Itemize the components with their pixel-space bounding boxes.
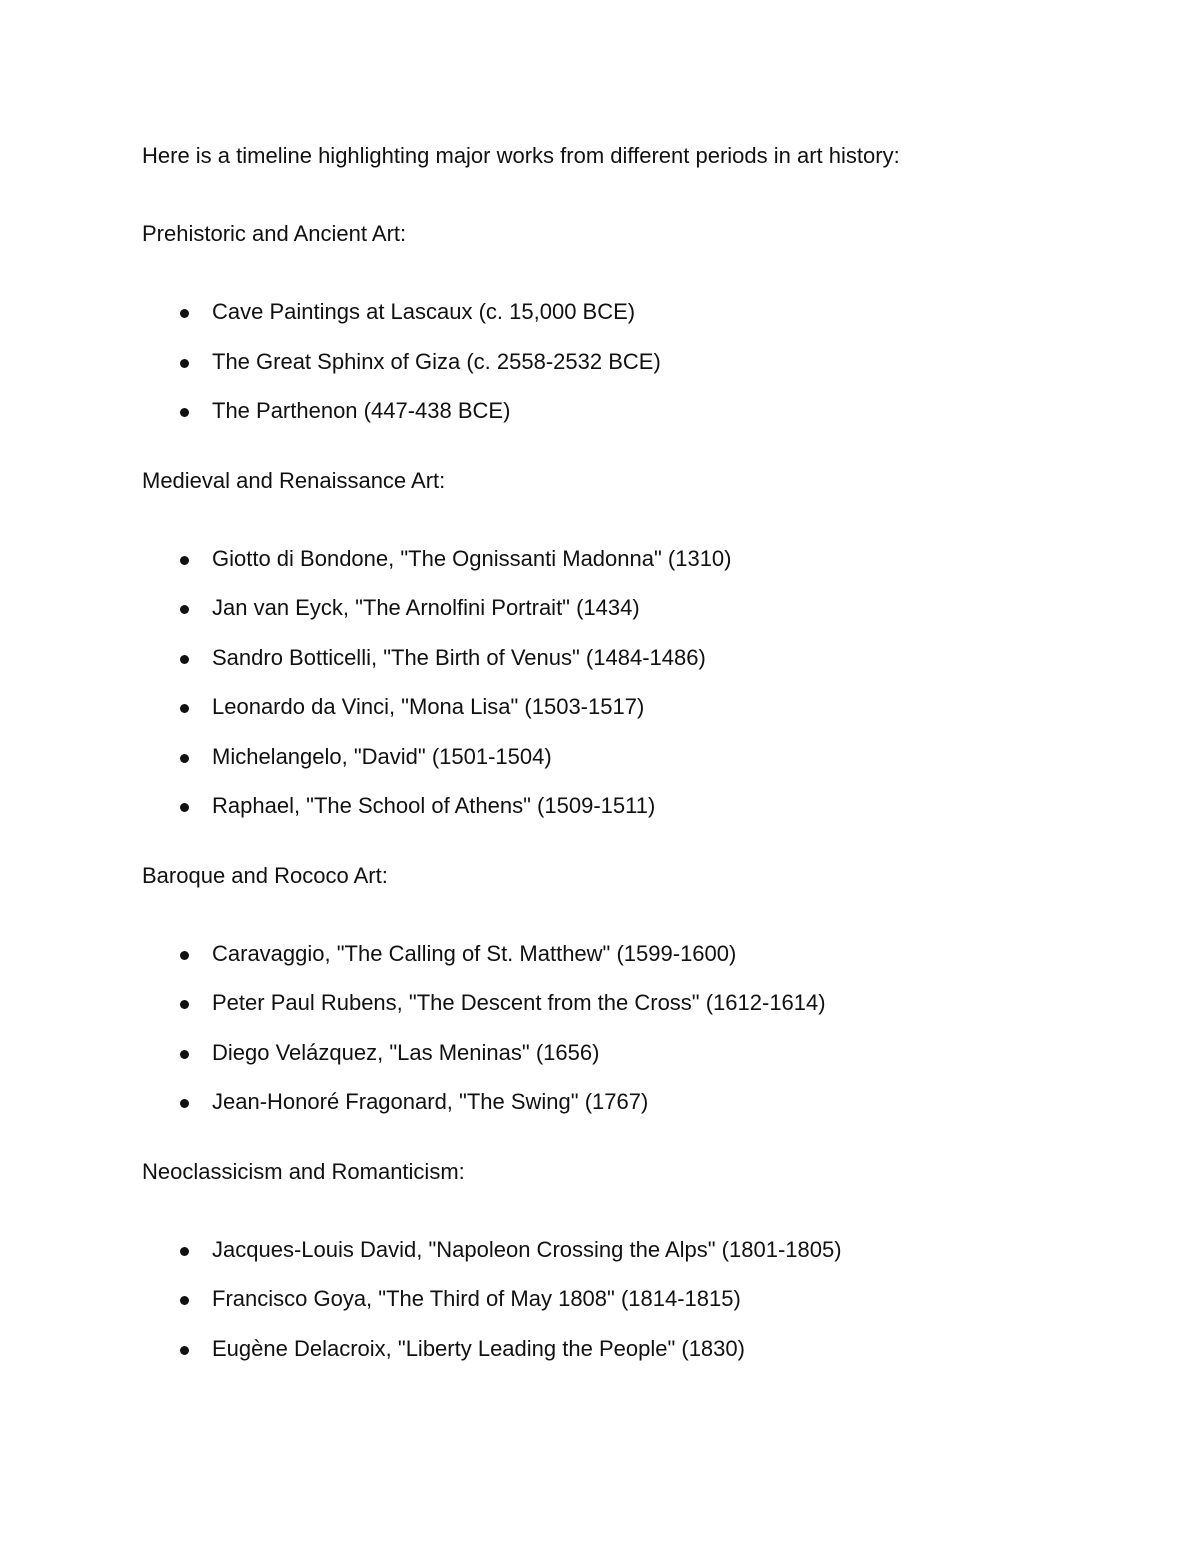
list-item-text: Cave Paintings at Lascaux (c. 15,000 BCE) (212, 299, 636, 324)
bullet-icon (180, 1099, 189, 1108)
list-item (142, 790, 1142, 840)
bullet-icon (180, 655, 189, 664)
list-item (142, 1234, 1142, 1284)
list-item-text: Francisco Goya, "The Third of May 1808" (1814-1815) (212, 1286, 741, 1311)
section-prehistoric-ancient (142, 218, 1142, 445)
list-item (142, 1037, 1142, 1087)
section-heading: Neoclassicism and Romanticism: (142, 1158, 465, 1184)
bullet-icon (180, 1296, 189, 1305)
bullet-icon (180, 309, 189, 318)
list-item (142, 938, 1142, 988)
bullet-icon (180, 605, 189, 614)
section-heading: Medieval and Renaissance Art: (142, 467, 446, 493)
timeline-sections (142, 218, 1142, 1402)
intro-text: Here is a timeline highlighting major works from different periods in art history: (142, 143, 900, 168)
list-item (142, 1283, 1142, 1333)
bullet-icon (180, 1247, 189, 1256)
section-heading: Baroque and Rococo Art: (142, 862, 388, 888)
bullet-icon (180, 556, 189, 565)
bullet-icon (180, 704, 189, 713)
bullet-list (142, 938, 1142, 1136)
bullet-icon (180, 1346, 189, 1355)
list-item-text: Caravaggio, "The Calling of St. Matthew" (1599-1600) (212, 940, 737, 966)
section-medieval-renaissance (142, 465, 1142, 840)
list-item-text: Jean-Honoré Fragonard, "The Swing" (1767) (212, 1089, 649, 1114)
bullet-icon (180, 803, 189, 812)
list-item (142, 592, 1142, 642)
list-item (142, 543, 1142, 593)
list-item (142, 741, 1142, 791)
section-neoclassicism-romanticism (142, 1156, 1142, 1383)
section-heading: Prehistoric and Ancient Art: (142, 221, 407, 246)
bullet-icon (180, 359, 189, 368)
list-item (142, 296, 1142, 346)
bullet-icon (180, 1050, 189, 1059)
list-item-text: Eugène Delacroix, "Liberty Leading the People" (1830) (212, 1335, 745, 1361)
list-item (142, 1086, 1142, 1136)
bullet-icon (180, 408, 189, 417)
list-item (142, 1333, 1142, 1383)
bullet-icon (180, 754, 189, 763)
list-item-text: Leonardo da Vinci, "Mona Lisa" (1503-1517) (212, 694, 645, 719)
bullet-list (142, 1234, 1142, 1383)
list-item-text: Sandro Botticelli, "The Birth of Venus" (1484-1486) (212, 644, 706, 670)
list-item (142, 346, 1142, 396)
list-item-text: Jan van Eyck, "The Arnolfini Portrait" (1434) (212, 595, 640, 620)
list-item-text: The Great Sphinx of Giza (c. 2558-2532 BCE) (212, 348, 661, 374)
list-item (142, 642, 1142, 692)
list-item-text: Peter Paul Rubens, "The Descent from the Cross" (1612-1614) (212, 990, 826, 1015)
bullet-list (142, 296, 1142, 445)
bullet-icon (180, 1000, 189, 1009)
list-item-text: Michelangelo, "David" (1501-1504) (212, 743, 552, 769)
list-item (142, 691, 1142, 741)
list-item-text: Diego Velázquez, "Las Meninas" (1656) (212, 1039, 600, 1065)
bullet-list (142, 543, 1142, 840)
list-item (142, 987, 1142, 1037)
list-item-text: Jacques-Louis David, "Napoleon Crossing the Alps" (1801-1805) (212, 1236, 842, 1262)
list-item-text: Giotto di Bondone, "The Ognissanti Madonna" (1310) (212, 545, 732, 571)
bullet-icon (180, 951, 189, 960)
list-item (142, 395, 1142, 445)
list-item-text: The Parthenon (447-438 BCE) (212, 398, 511, 423)
list-item-text: Raphael, "The School of Athens" (1509-1511) (212, 793, 656, 818)
section-baroque-rococo (142, 860, 1142, 1136)
